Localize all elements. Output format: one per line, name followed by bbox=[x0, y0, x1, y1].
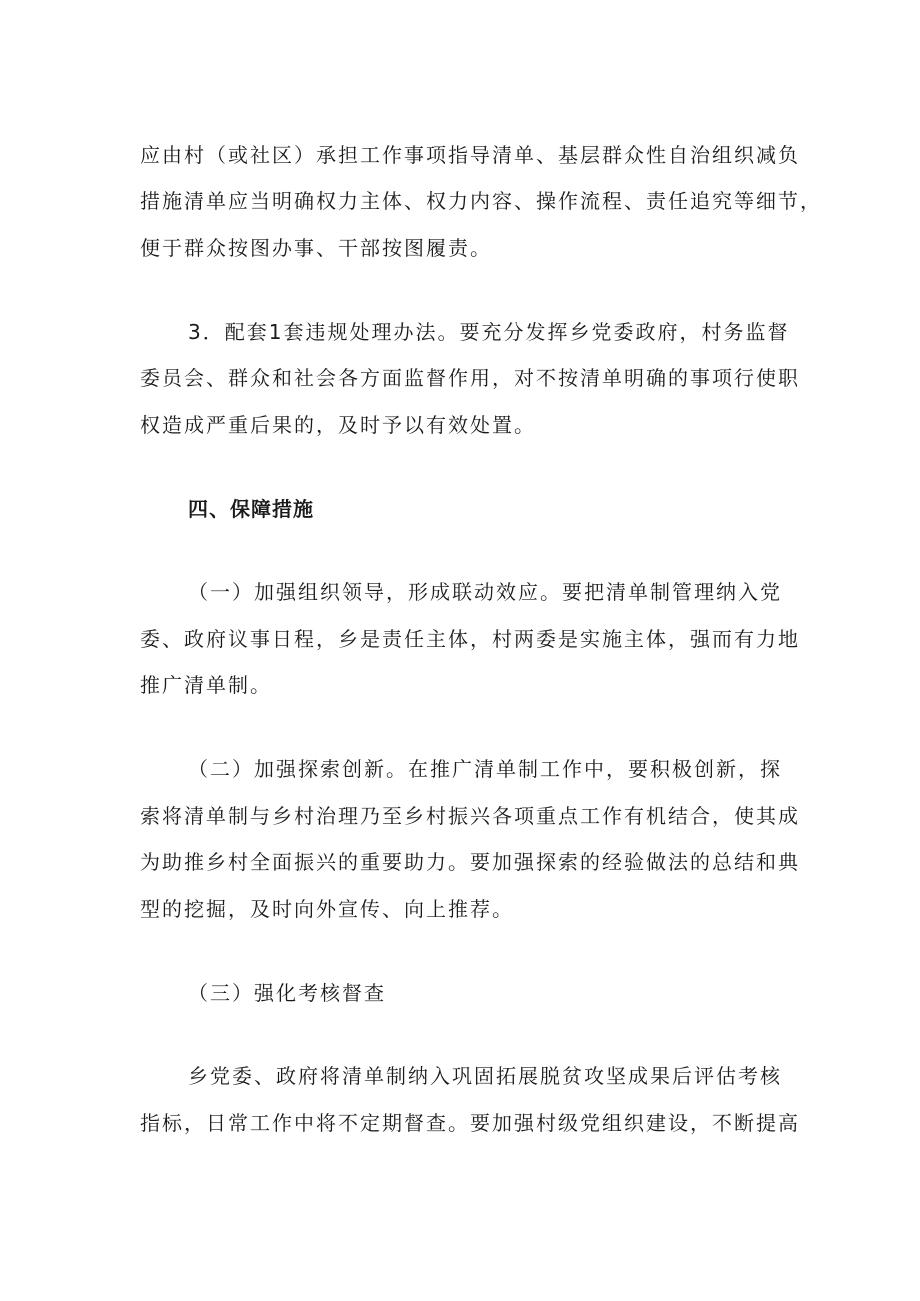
paragraph-line: 索将清单制与乡村治理乃至乡村振兴各项重点工作有机结合，使其成 bbox=[140, 804, 800, 828]
paragraph-line: （一）加强组织领导，形成联动效应。要把清单制管理纳入党 bbox=[188, 580, 782, 604]
paragraph-line: 为助推乡村全面振兴的重要助力。要加强探索的经验做法的总结和典 bbox=[140, 850, 800, 874]
paragraph-line: 型的挖掘，及时向外宣传、向上推荐。 bbox=[140, 897, 514, 921]
paragraph-line: 委、政府议事日程，乡是责任主体，村两委是实施主体，强而有力地 bbox=[140, 627, 800, 651]
paragraph-line: 措施清单应当明确权力主体、权力内容、操作流程、责任追究等细节， bbox=[140, 189, 822, 213]
section-heading: 四、保障措施 bbox=[188, 497, 314, 521]
paragraph-line: 3．配套1套违规处理办法。要充分发挥乡党委政府，村务监督 bbox=[188, 320, 790, 344]
subsection-heading: （三）强化考核督查 bbox=[188, 981, 386, 1005]
paragraph-line: 乡党委、政府将清单制纳入巩固拓展脱贫攻坚成果后评估考核 bbox=[188, 1064, 782, 1088]
paragraph-line: 指标，日常工作中将不定期督查。要加强村级党组织建设，不断提高 bbox=[140, 1111, 800, 1135]
paragraph-line: 权造成严重后果的，及时予以有效处置。 bbox=[140, 413, 536, 437]
paragraph-line: （二）加强探索创新。在推广清单制工作中，要积极创新，探 bbox=[188, 757, 782, 781]
paragraph-line: 应由村（或社区）承担工作事项指导清单、基层群众性自治组织减负 bbox=[140, 143, 800, 167]
paragraph-line: 便于群众按图办事、干部按图履责。 bbox=[140, 236, 492, 260]
paragraph-line: 委员会、群众和社会各方面监督作用，对不按清单明确的事项行使职 bbox=[140, 366, 800, 390]
paragraph-line: 推广清单制。 bbox=[140, 673, 272, 697]
